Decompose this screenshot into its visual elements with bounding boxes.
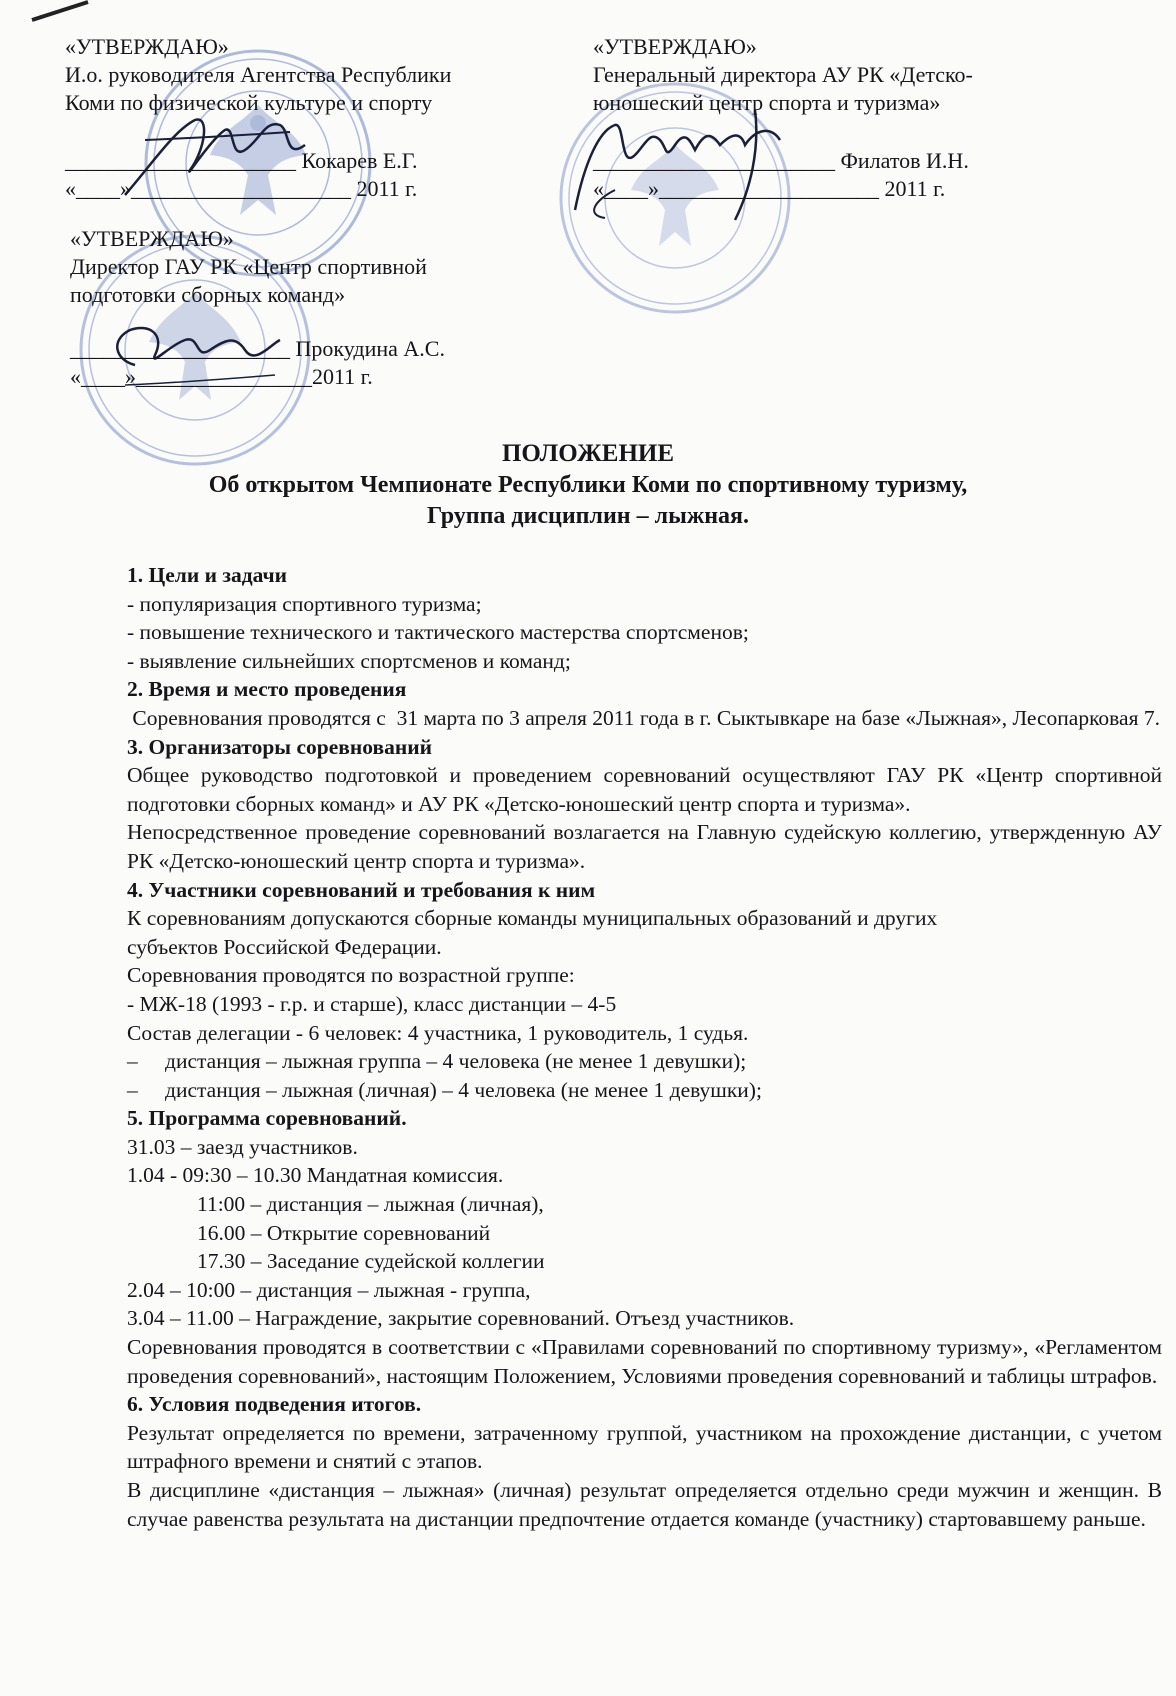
approval-date: «____»____________________ 2011 г. bbox=[65, 176, 418, 201]
list-item: - выявление сильнейших спортсменов и команд; bbox=[127, 648, 571, 673]
approval-position: Коми по физической культуре и спорту bbox=[65, 90, 433, 115]
list-item: - популяризация спортивного туризма; bbox=[127, 591, 482, 616]
paragraph: Общее руководство подготовкой и проведением соревнований осуществляют ГАУ РК «Центр спортивной подготовки сборных команд» и АУ РК «Детско-юношеский центр спорта и туризма». bbox=[127, 763, 1162, 816]
section-heading: 4. Участники соревнований и требования к ним bbox=[127, 877, 596, 902]
document-title bbox=[0, 438, 1176, 532]
section-heading: 6. Условия подведения итогов. bbox=[127, 1392, 422, 1417]
approval-position: Директор ГАУ РК «Центр спортивной bbox=[70, 254, 427, 279]
approval-position: Генеральный директора АУ РК «Детско- bbox=[593, 62, 973, 87]
approval-training-center bbox=[70, 225, 445, 391]
schedule-line: 2.04 – 10:00 – дистанция – лыжная - группа, bbox=[127, 1277, 531, 1302]
approval-signatory: ______________________ Филатов И.Н. bbox=[593, 148, 969, 173]
list-item-text: дистанция – лыжная группа – 4 человека (не менее 1 девушки); bbox=[165, 1049, 747, 1074]
approval-youth-center bbox=[593, 33, 973, 203]
approval-heading: «УТВЕРЖДАЮ» bbox=[70, 226, 234, 251]
list-item bbox=[127, 1076, 1162, 1105]
approval-position: И.о. руководителя Агентства Республики bbox=[65, 62, 452, 87]
approval-signatory: _____________________ Кокарев Е.Г. bbox=[65, 148, 418, 173]
paragraph: В дисциплине «дистанция – лыжная» (личная) результат определяется отдельно среди мужчин и женщин. В случае равенства результата на дистанции предпочтение отдается команде (участнику) стартовавшему раньше. bbox=[127, 1478, 1162, 1531]
approval-agency bbox=[65, 33, 451, 203]
dash-marker: – bbox=[127, 1077, 138, 1102]
text-line: - МЖ-18 (1993 - г.р. и старше), класс дистанции – 4-5 bbox=[127, 991, 617, 1016]
approval-date: «____»________________2011 г. bbox=[70, 364, 373, 389]
document-body bbox=[127, 561, 1162, 1533]
schedule-line: 17.30 – Заседание судейской коллегии bbox=[197, 1249, 545, 1274]
paragraph: Непосредственное проведение соревнований возлагается на Главную судейскую коллегию, утвержденную АУ РК «Детско-юношеский центр спорта и туризма». bbox=[127, 820, 1162, 873]
approval-heading: «УТВЕРЖДАЮ» bbox=[65, 34, 229, 59]
approval-position: юношеский центр спорта и туризма» bbox=[593, 90, 941, 115]
section-heading: 1. Цели и задачи bbox=[127, 563, 288, 587]
approval-signatory: ____________________ Прокудина А.С. bbox=[70, 336, 445, 361]
schedule-line: 3.04 – 11.00 – Награждение, закрытие соревнований. Отъезд участников. bbox=[127, 1306, 795, 1331]
section-heading: 5. Программа соревнований. bbox=[127, 1106, 407, 1131]
dash-marker: – bbox=[127, 1049, 138, 1074]
schedule-line: 16.00 – Открытие соревнований bbox=[197, 1220, 491, 1245]
scan-corner-mark bbox=[30, 0, 90, 22]
approval-date: «____»____________________ 2011 г. bbox=[593, 176, 946, 201]
approval-position: подготовки сборных команд» bbox=[70, 282, 346, 307]
list-item-text: дистанция – лыжная (личная) – 4 человека (не менее 1 девушки); bbox=[165, 1077, 762, 1102]
list-item: - повышение технического и тактического мастерства спортсменов; bbox=[127, 620, 749, 645]
list-item bbox=[127, 1047, 1162, 1076]
paragraph: Соревнования проводятся в соответствии с «Правилами соревнований по спортивному туризму», «Регламентом проведения соревнований», настоящим Положением, Условиями проведения соревнований и таблицы штрафов. bbox=[127, 1335, 1162, 1388]
title-subheading: Группа дисциплин – лыжная. bbox=[426, 503, 750, 529]
schedule-line: 11:00 – дистанция – лыжная (личная), bbox=[197, 1192, 544, 1217]
approval-heading: «УТВЕРЖДАЮ» bbox=[593, 34, 757, 59]
paragraph: Соревнования проводятся с 31 марта по 3 апреля 2011 года в г. Сыктывкаре на базе «Лыжная», Лесопарковая 7. bbox=[127, 705, 1160, 730]
title-subheading: Об открытом Чемпионате Республики Коми по спортивному туризму, bbox=[208, 472, 968, 498]
section-heading: 3. Организаторы соревнований bbox=[127, 734, 432, 759]
text-line: Состав делегации - 6 человек: 4 участника, 1 руководитель, 1 судья. bbox=[127, 1020, 749, 1045]
text-line: Соревнования проводятся по возрастной группе: bbox=[127, 963, 575, 988]
schedule-line: 31.03 – заезд участников. bbox=[127, 1134, 358, 1159]
section-heading: 2. Время и место проведения bbox=[127, 677, 407, 702]
schedule-line: 1.04 - 09:30 – 10.30 Мандатная комиссия. bbox=[127, 1163, 504, 1188]
text-line: К соревнованиям допускаются сборные команды муниципальных образований и других bbox=[127, 906, 938, 931]
paragraph: Результат определяется по времени, затраченному группой, участником на прохождение дистанции, с учетом штрафного времени и снятий с этапов. bbox=[127, 1420, 1162, 1474]
text-line: субъектов Российской Федерации. bbox=[127, 934, 442, 959]
title-heading: ПОЛОЖЕНИЕ bbox=[501, 440, 675, 467]
